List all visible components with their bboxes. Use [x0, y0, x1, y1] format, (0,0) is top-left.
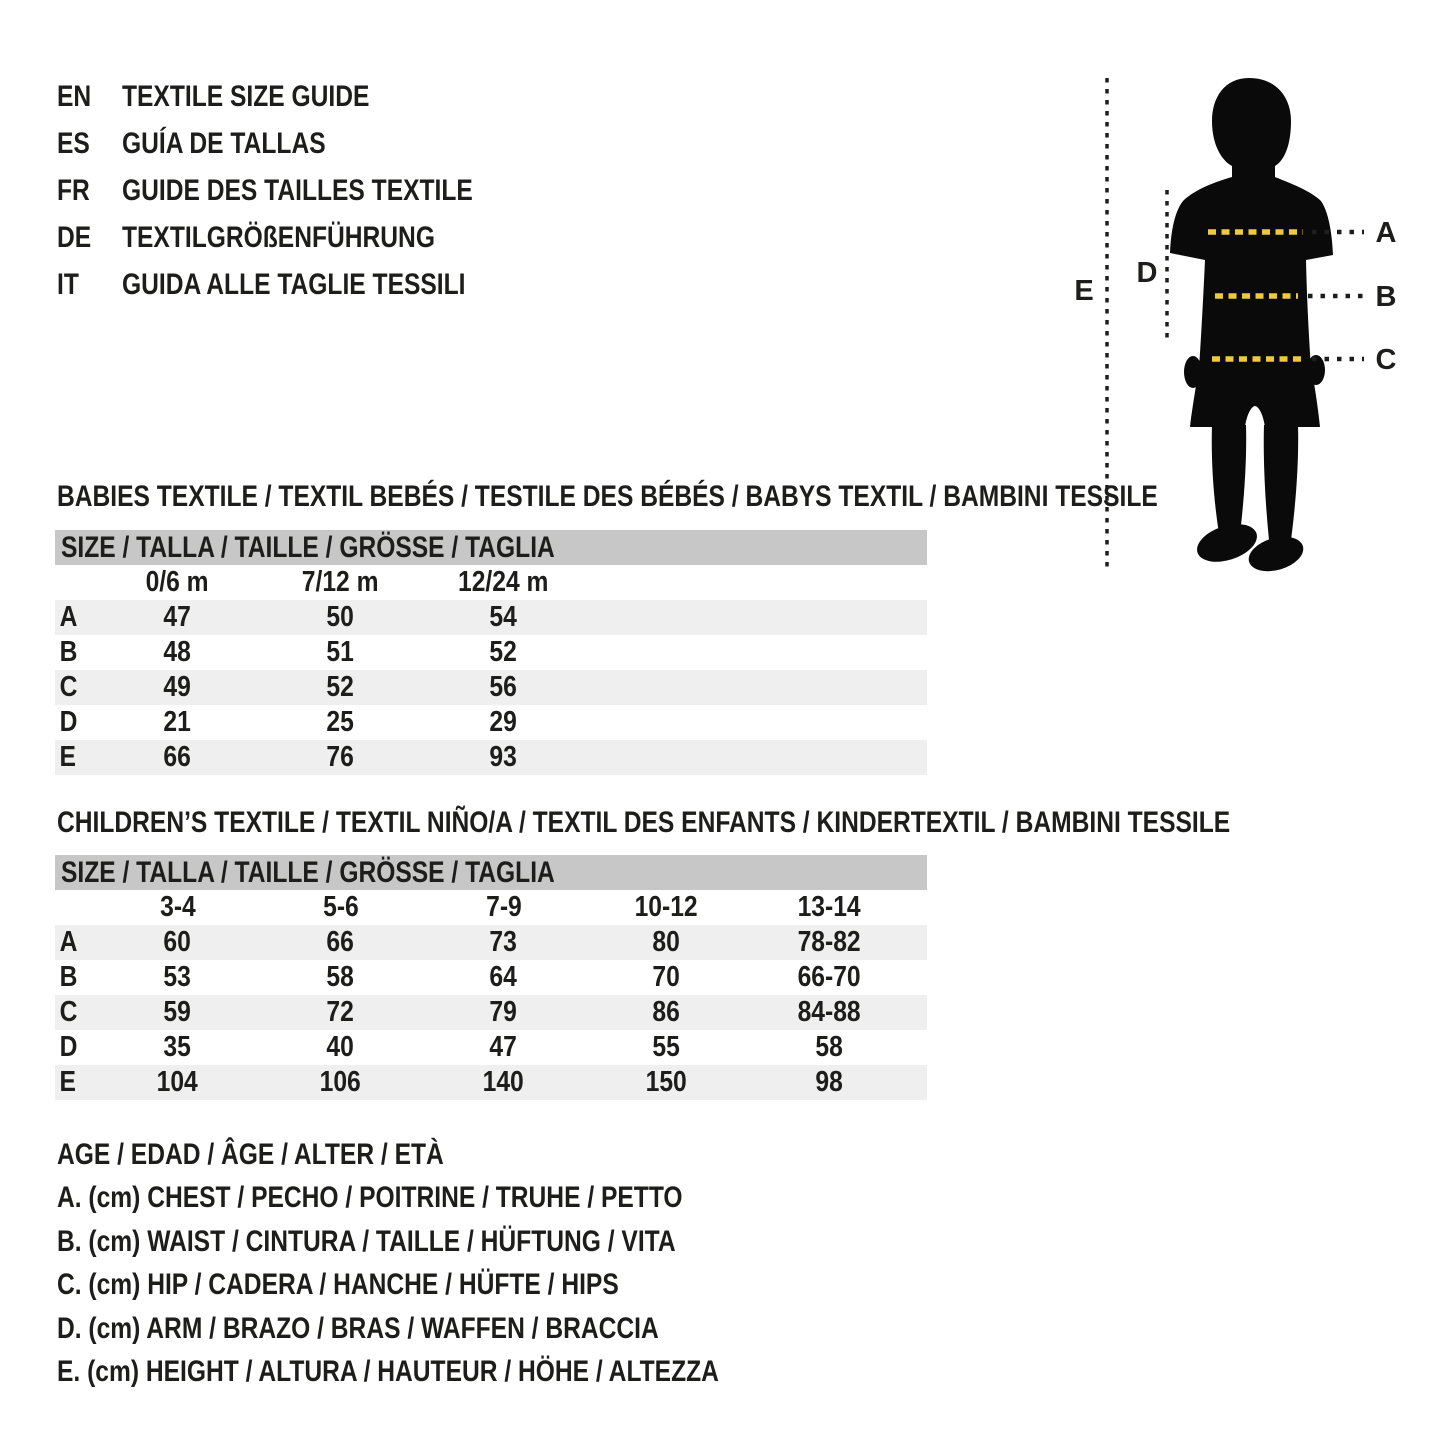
size-value-cell: 52	[489, 636, 518, 668]
row-label: E	[59, 1066, 76, 1098]
size-value-cell: 51	[326, 636, 355, 668]
size-value-cell: 25	[326, 706, 355, 738]
table-row	[55, 670, 927, 705]
table-row	[55, 600, 927, 635]
guide-title-de: TEXTILGRÖßENFÜHRUNG	[122, 220, 435, 254]
size-value-cell: 50	[326, 601, 355, 633]
size-header-label: SIZE / TALLA / TAILLE / GRÖSSE / TAGLIA	[61, 530, 555, 564]
column-header: 13-14	[797, 891, 862, 923]
column-header: 7-9	[485, 891, 522, 923]
size-value-cell: 58	[326, 961, 355, 993]
size-value-cell: 21	[163, 706, 192, 738]
size-value-cell: 104	[156, 1066, 199, 1098]
column-header-spacer	[55, 890, 96, 925]
size-value-cell: 48	[163, 636, 192, 668]
row-label: E	[59, 741, 76, 773]
size-value-cell: 40	[326, 1031, 355, 1063]
size-value-cell: 66	[326, 926, 355, 958]
size-value-cell: 56	[489, 671, 518, 703]
size-value-cell: 55	[652, 1031, 681, 1063]
marker-label-d: D	[1136, 257, 1158, 289]
legend-line-age: AGE / EDAD / ÂGE / ALTER / ETÀ	[57, 1137, 444, 1171]
legend-line-arm: D. (cm) ARM / BRAZO / BRAS / WAFFEN / BRACCIA	[57, 1311, 659, 1345]
column-header: 3-4	[159, 891, 196, 923]
column-header: 10-12	[634, 891, 699, 923]
row-label: C	[59, 996, 78, 1028]
guide-title-es: GUÍA DE TALLAS	[122, 126, 326, 160]
column-header-row	[55, 890, 927, 925]
table-row	[55, 1065, 927, 1100]
measurement-figure	[1060, 60, 1445, 600]
size-header-bar	[55, 530, 927, 565]
size-value-cell: 49	[163, 671, 192, 703]
guide-title-en: TEXTILE SIZE GUIDE	[122, 79, 370, 113]
row-label: B	[59, 961, 78, 993]
size-value-cell: 79	[489, 996, 518, 1028]
babies-size-table	[55, 530, 927, 775]
lang-row-de	[57, 214, 550, 261]
marker-label-b: B	[1375, 281, 1397, 313]
size-value-cell: 78-82	[797, 926, 862, 958]
column-header-spacer	[55, 565, 96, 600]
size-value-cell: 70	[652, 961, 681, 993]
table-row	[55, 995, 927, 1030]
row-label: A	[59, 926, 78, 958]
children-section-title: CHILDREN’S TEXTILE / TEXTIL NIÑO/A / TEXTIL DES ENFANTS / KINDERTEXTIL / BAMBINI TESSILE	[57, 806, 1231, 839]
size-value-cell: 53	[163, 961, 192, 993]
size-value-cell: 60	[163, 926, 192, 958]
size-value-cell: 106	[319, 1066, 362, 1098]
column-header: 0/6 m	[145, 566, 210, 598]
column-header-row	[55, 565, 927, 600]
lang-row-it	[57, 261, 550, 308]
size-value-cell: 140	[482, 1066, 525, 1098]
column-header: 7/12 m	[302, 566, 379, 598]
language-title-block	[57, 73, 550, 308]
row-label: A	[59, 601, 78, 633]
size-header-bar	[55, 855, 927, 890]
lang-code: EN	[57, 79, 92, 113]
size-value-cell: 80	[652, 926, 681, 958]
lang-row-es	[57, 120, 550, 167]
table-row	[55, 635, 927, 670]
table-row	[55, 925, 927, 960]
table-row	[55, 1030, 927, 1065]
child-silhouette-diagram	[1060, 60, 1445, 600]
size-value-cell: 73	[489, 926, 518, 958]
row-label: D	[59, 706, 78, 738]
column-header: 5-6	[322, 891, 359, 923]
legend-line-hip: C. (cm) HIP / CADERA / HANCHE / HÜFTE / HIPS	[57, 1268, 619, 1302]
size-header-label: SIZE / TALLA / TAILLE / GRÖSSE / TAGLIA	[61, 855, 555, 889]
size-value-cell: 64	[489, 961, 518, 993]
size-value-cell: 66-70	[797, 961, 862, 993]
size-value-cell: 47	[163, 601, 192, 633]
size-value-cell: 86	[652, 996, 681, 1028]
lang-code: ES	[57, 126, 90, 160]
measurement-legend	[57, 1133, 864, 1394]
size-value-cell: 54	[489, 601, 518, 633]
size-value-cell: 84-88	[797, 996, 862, 1028]
size-value-cell: 66	[163, 741, 192, 773]
marker-label-e: E	[1074, 275, 1094, 307]
column-header: 12/24 m	[458, 566, 549, 598]
lang-code: FR	[57, 173, 90, 207]
row-label: B	[59, 636, 78, 668]
size-value-cell: 93	[489, 741, 518, 773]
size-value-cell: 58	[815, 1031, 844, 1063]
size-value-cell: 29	[489, 706, 518, 738]
guide-title-fr: GUIDE DES TAILLES TEXTILE	[122, 173, 473, 207]
lang-code: IT	[57, 267, 79, 301]
table-row	[55, 740, 927, 775]
size-value-cell: 47	[489, 1031, 518, 1063]
babies-section-title: BABIES TEXTILE / TEXTIL BEBÉS / TESTILE DES BÉBÉS / BABYS TEXTIL / BAMBINI TESSILE	[57, 480, 1158, 513]
marker-label-a: A	[1375, 217, 1397, 249]
lang-row-fr	[57, 167, 550, 214]
marker-label-c: C	[1375, 344, 1397, 376]
guide-title-it: GUIDA ALLE TAGLIE TESSILI	[122, 267, 466, 301]
size-value-cell: 52	[326, 671, 355, 703]
size-value-cell: 59	[163, 996, 192, 1028]
children-size-table	[55, 855, 927, 1100]
size-value-cell: 72	[326, 996, 355, 1028]
row-label: D	[59, 1031, 78, 1063]
legend-line-waist: B. (cm) WAIST / CINTURA / TAILLE / HÜFTUNG / VITA	[57, 1224, 676, 1258]
table-row	[55, 960, 927, 995]
size-value-cell: 150	[645, 1066, 688, 1098]
legend-line-chest: A. (cm) CHEST / PECHO / POITRINE / TRUHE / PETTO	[57, 1181, 683, 1215]
row-label: C	[59, 671, 78, 703]
size-value-cell: 98	[815, 1066, 844, 1098]
lang-row-en	[57, 73, 550, 120]
lang-code: DE	[57, 220, 92, 254]
size-value-cell: 76	[326, 741, 355, 773]
legend-line-height: E. (cm) HEIGHT / ALTURA / HAUTEUR / HÖHE / ALTEZZA	[57, 1355, 719, 1389]
size-value-cell: 35	[163, 1031, 192, 1063]
table-row	[55, 705, 927, 740]
